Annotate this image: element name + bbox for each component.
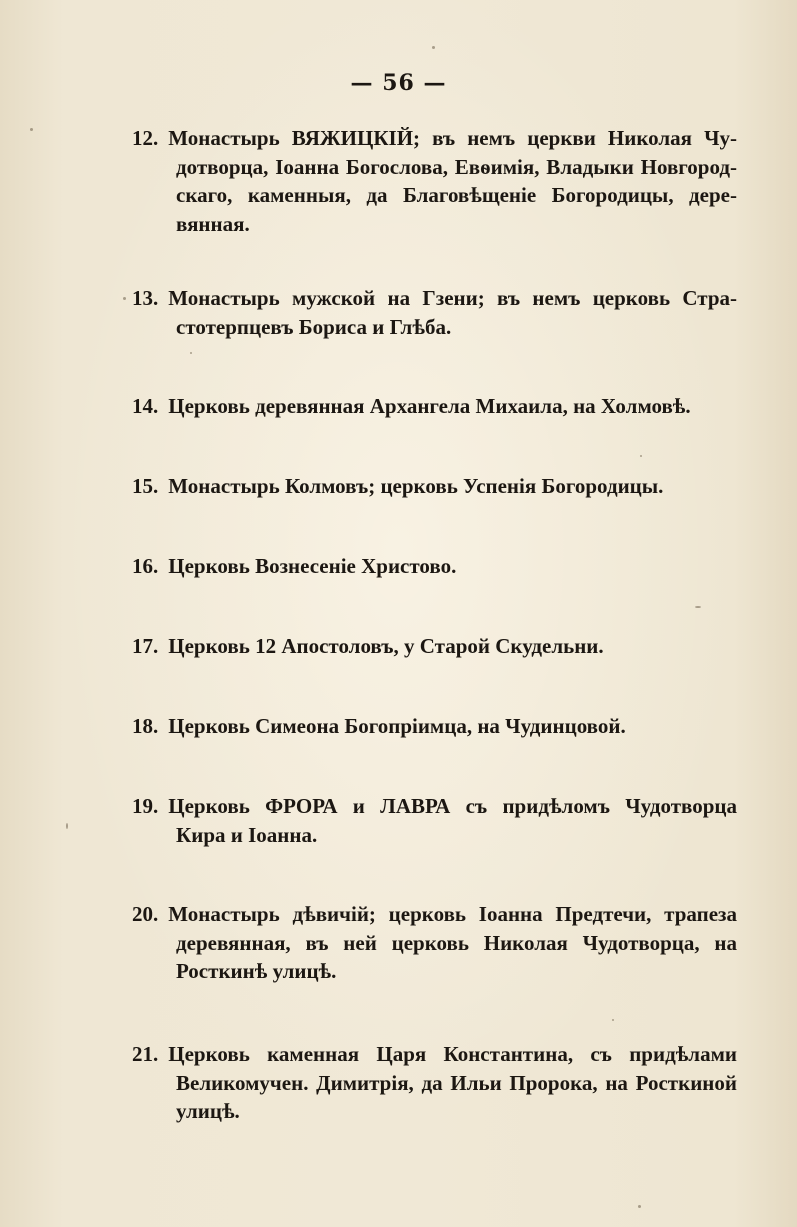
entry-line: Монастырь дѣвичій; церковь Іоанна Предтечи, трапеза xyxy=(168,902,737,926)
entry-line: Кира и Іоанна. xyxy=(176,822,318,847)
paper-speck xyxy=(695,606,701,608)
entry-line: вянная. xyxy=(176,211,250,236)
list-item xyxy=(132,1040,737,1126)
list-item xyxy=(132,392,737,421)
list-item xyxy=(132,124,737,238)
entry-number: 16. xyxy=(132,554,159,578)
entry-line: Церковь каменная Царя Константина, съ придѣлами xyxy=(168,1042,737,1066)
entry-line: Церковь Вознесеніе Христово. xyxy=(168,554,457,578)
entry-number: 20. xyxy=(132,902,159,926)
entry-line: улицѣ. xyxy=(176,1099,240,1123)
entry-line: Церковь деревянная Архангела Михаила, на Холмовѣ. xyxy=(168,394,691,418)
list-item xyxy=(132,632,737,661)
list-item xyxy=(132,284,737,341)
entry-line: скаго, каменныя, да Благовѣщеніе Богородицы, дере- xyxy=(176,183,737,207)
entry-number: 19. xyxy=(132,794,159,818)
paper-speck xyxy=(612,1019,614,1021)
entry-line: Великомучен. Димитрія, да Ильи Пророка, на Росткиной xyxy=(176,1070,737,1095)
entry-number: 17. xyxy=(132,634,159,658)
entry-line: Церковь ФРОРА и ЛАВРА съ придѣломъ Чудотворца xyxy=(168,794,737,818)
entry-line: Монастырь Колмовъ; церковь Успенія Богородицы. xyxy=(168,474,664,498)
entry-line: дотворца, Іоанна Богослова, Евѳимія, Владыки Новгород- xyxy=(176,154,737,179)
paper-speck xyxy=(432,46,435,49)
entry-line: Росткинѣ улицѣ. xyxy=(176,959,337,983)
page-number: — 56 — xyxy=(350,70,447,96)
list-item xyxy=(132,552,737,581)
paper-speck xyxy=(66,823,68,829)
entry-line: стотерпцевъ Бориса и Глѣба. xyxy=(176,314,452,339)
entry-number: 18. xyxy=(132,714,159,738)
entry-number: 14. xyxy=(132,394,159,418)
entry-line: Церковь 12 Апостоловъ, у Старой Скудельни. xyxy=(168,634,604,658)
paper-speck xyxy=(190,352,192,354)
paper-speck xyxy=(123,297,126,300)
entry-line: Церковь Симеона Богопріимца, на Чудинцовой. xyxy=(168,714,626,738)
paper-speck xyxy=(638,1205,641,1208)
list-item xyxy=(132,472,737,501)
entry-number: 21. xyxy=(132,1042,159,1066)
paper-speck xyxy=(30,128,33,131)
entry-number: 12. xyxy=(132,126,159,150)
entry-number: 15. xyxy=(132,474,159,498)
entry-line: Монастырь мужской на Гзени; въ немъ церковь Стра- xyxy=(168,286,737,310)
entry-line: Монастырь ВЯЖИЦКІЙ; въ немъ церкви Николая Чу- xyxy=(168,126,737,150)
list-item xyxy=(132,900,737,986)
entry-number: 13. xyxy=(132,286,159,310)
list-item xyxy=(132,792,737,849)
entry-line: деревянная, въ ней церковь Николая Чудотворца, на xyxy=(176,930,737,955)
list-item xyxy=(132,712,737,741)
paper-speck xyxy=(640,455,642,457)
